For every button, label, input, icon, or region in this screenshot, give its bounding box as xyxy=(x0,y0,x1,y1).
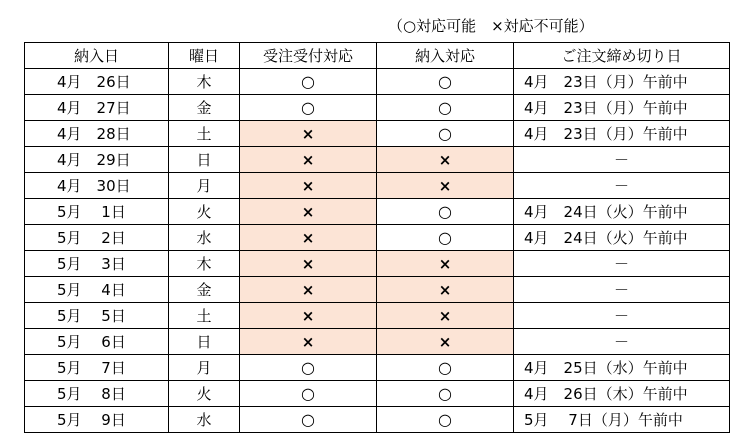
table-row xyxy=(25,69,730,95)
weekday-cell: 水 xyxy=(169,407,240,433)
header-delivery-support: 納入対応 xyxy=(377,43,514,69)
weekday-cell: 水 xyxy=(169,225,240,251)
order-deadline-cell: － xyxy=(514,173,730,199)
order-acceptance-cell: × xyxy=(240,225,377,251)
weekday-cell: 火 xyxy=(169,381,240,407)
delivery-date-cell: 5月 4日 xyxy=(25,277,169,303)
delivery-date-cell: 4月 26日 xyxy=(25,69,169,95)
header-weekday: 曜日 xyxy=(169,43,240,69)
delivery-support-cell: × xyxy=(377,147,514,173)
header-order-acceptance: 受注受付対応 xyxy=(240,43,377,69)
table-row xyxy=(25,277,730,303)
delivery-schedule-table xyxy=(24,42,730,433)
weekday-cell: 土 xyxy=(169,303,240,329)
table-row xyxy=(25,407,730,433)
table-row xyxy=(25,251,730,277)
delivery-date-cell: 5月 9日 xyxy=(25,407,169,433)
weekday-cell: 金 xyxy=(169,277,240,303)
table-body xyxy=(25,69,730,433)
delivery-date-cell: 5月 6日 xyxy=(25,329,169,355)
delivery-support-cell: ○ xyxy=(377,69,514,95)
delivery-support-cell: ○ xyxy=(377,355,514,381)
order-deadline-cell: － xyxy=(514,303,730,329)
delivery-support-cell: × xyxy=(377,329,514,355)
order-deadline-cell: 4月 24日（火）午前中 xyxy=(514,225,730,251)
delivery-date-cell: 5月 2日 xyxy=(25,225,169,251)
header-delivery-date: 納入日 xyxy=(25,43,169,69)
order-deadline-cell: － xyxy=(514,277,730,303)
table-row xyxy=(25,95,730,121)
order-acceptance-cell: ○ xyxy=(240,381,377,407)
order-deadline-cell: 4月 26日（木）午前中 xyxy=(514,381,730,407)
weekday-cell: 火 xyxy=(169,199,240,225)
table-row xyxy=(25,173,730,199)
order-acceptance-cell: × xyxy=(240,251,377,277)
order-deadline-cell: 4月 23日（月）午前中 xyxy=(514,69,730,95)
table-row xyxy=(25,121,730,147)
delivery-support-cell: ○ xyxy=(377,225,514,251)
order-acceptance-cell: × xyxy=(240,199,377,225)
weekday-cell: 木 xyxy=(169,69,240,95)
order-acceptance-cell: ○ xyxy=(240,407,377,433)
order-deadline-cell: － xyxy=(514,251,730,277)
delivery-support-cell: × xyxy=(377,251,514,277)
weekday-cell: 月 xyxy=(169,355,240,381)
delivery-support-cell: × xyxy=(377,277,514,303)
delivery-date-cell: 4月 29日 xyxy=(25,147,169,173)
table-row xyxy=(25,381,730,407)
order-acceptance-cell: ○ xyxy=(240,95,377,121)
order-acceptance-cell: × xyxy=(240,277,377,303)
delivery-date-cell: 4月 28日 xyxy=(25,121,169,147)
delivery-support-cell: ○ xyxy=(377,199,514,225)
delivery-date-cell: 5月 3日 xyxy=(25,251,169,277)
delivery-date-cell: 4月 27日 xyxy=(25,95,169,121)
weekday-cell: 金 xyxy=(169,95,240,121)
order-deadline-cell: 4月 23日（月）午前中 xyxy=(514,121,730,147)
legend-note: （○対応可能 ×対応不可能） xyxy=(388,17,594,35)
delivery-support-cell: ○ xyxy=(377,95,514,121)
order-acceptance-cell: × xyxy=(240,303,377,329)
order-acceptance-cell: × xyxy=(240,329,377,355)
table-header xyxy=(25,43,730,69)
weekday-cell: 日 xyxy=(169,147,240,173)
delivery-date-cell: 5月 1日 xyxy=(25,199,169,225)
table-row xyxy=(25,303,730,329)
order-acceptance-cell: ○ xyxy=(240,355,377,381)
order-deadline-cell: 5月 7日（月）午前中 xyxy=(514,407,730,433)
table-row xyxy=(25,355,730,381)
order-deadline-cell: 4月 24日（火）午前中 xyxy=(514,199,730,225)
delivery-support-cell: ○ xyxy=(377,407,514,433)
table-row xyxy=(25,329,730,355)
order-deadline-cell: － xyxy=(514,147,730,173)
header-row xyxy=(25,43,730,69)
table-row xyxy=(25,225,730,251)
delivery-date-cell: 4月 30日 xyxy=(25,173,169,199)
order-deadline-cell: 4月 23日（月）午前中 xyxy=(514,95,730,121)
order-deadline-cell: － xyxy=(514,329,730,355)
order-acceptance-cell: × xyxy=(240,147,377,173)
delivery-date-cell: 5月 7日 xyxy=(25,355,169,381)
weekday-cell: 木 xyxy=(169,251,240,277)
order-acceptance-cell: ○ xyxy=(240,69,377,95)
weekday-cell: 土 xyxy=(169,121,240,147)
order-acceptance-cell: × xyxy=(240,173,377,199)
weekday-cell: 月 xyxy=(169,173,240,199)
delivery-support-cell: ○ xyxy=(377,381,514,407)
order-acceptance-cell: × xyxy=(240,121,377,147)
delivery-support-cell: × xyxy=(377,303,514,329)
delivery-date-cell: 5月 5日 xyxy=(25,303,169,329)
delivery-support-cell: ○ xyxy=(377,121,514,147)
order-deadline-cell: 4月 25日（水）午前中 xyxy=(514,355,730,381)
header-order-deadline: ご注文締め切り日 xyxy=(514,43,730,69)
table-row xyxy=(25,199,730,225)
delivery-support-cell: × xyxy=(377,173,514,199)
weekday-cell: 日 xyxy=(169,329,240,355)
table-row xyxy=(25,147,730,173)
delivery-date-cell: 5月 8日 xyxy=(25,381,169,407)
